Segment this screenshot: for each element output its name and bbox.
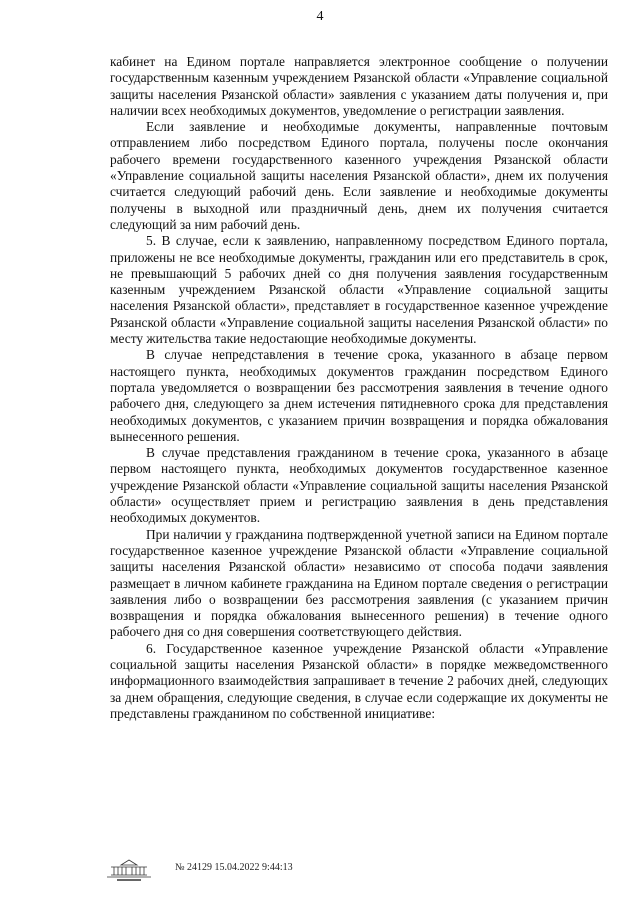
paragraph: Если заявление и необходимые документы, направленные почтовым отправлением либо посредством Единого портала, получены после окончания рабочего времени государственного казенного учреждения Рязанской области «Управление социальной защиты населения Рязанской области», днем их получения считается следующий рабочий день. Если заявление и необходимые документы получены в выходной или праздничный день, днем их получения считается следующий за ним рабочий день. — [110, 119, 608, 232]
paragraph: При наличии у гражданина подтвержденной учетной записи на Едином портале государственное казенное учреждение Рязанской области «Управление социальной защиты населения Рязанской области» независимо от способа подачи заявления размещает в личном кабинете гражданина на Едином портале сведения о регистрации заявления либо о возвращении без рассмотрения заявления (с указанием причин возвращения и порядка обжалования вынесенного решения) в течение одного рабочего дня со дня совершения соответствующего действия. — [110, 526, 608, 640]
document-body — [110, 54, 608, 722]
paragraph: В случае представления гражданином в течение срока, указанного в абзаце первом настоящего пункта, необходимых документов государственное казенное учреждение Рязанской области «Управление социальной защиты населения Рязанской области» осуществляет прием и регистрацию заявления в день представления необходимых документов. — [110, 445, 608, 526]
government-building-stamp-icon — [103, 858, 155, 884]
paragraph: кабинет на Едином портале направляется электронное сообщение о получении государственным казенным учреждением Рязанской области «Управление социальной защиты населения Рязанской области» заявления с указанием даты получения и, при наличии всех необходимых документов, уведомление о регистрации заявления. — [110, 54, 608, 118]
paragraph: 5. В случае, если к заявлению, направленному посредством Единого портала, приложены не все необходимые документы, гражданин или его представитель в срок, не превышающий 5 рабочих дней со дня получения заявления государственным казенным учреждением Рязанской области «Управление социальной защиты населения Рязанской области», представляет в государственное казенное учреждение Рязанской области «Управление социальной защиты населения Рязанской области» по месту жительства такие недостающие необходимые документы. — [110, 233, 608, 347]
page-number: 4 — [316, 9, 324, 24]
registry-stamp: № 24129 15.04.2022 9:44:13 — [175, 862, 293, 873]
paragraph: 6. Государственное казенное учреждение Рязанской области «Управление социальной защиты населения Рязанской области» в порядке межведомственного информационного взаимодействия запрашивает в течение 2 рабочих дней, следующих за днем обращения, следующие сведения, в случае если содержащие их документы не представлены гражданином по собственной инициативе: — [110, 640, 608, 721]
paragraph: В случае непредставления в течение срока, указанного в абзаце первом настоящего пункта, необходимых документов гражданин посредством Единого портала уведомляется о возвращении без рассмотрения заявления в течение одного рабочего дня, следующего за днем истечения пятидневного срока для представления необходимых документов, с указанием причин возвращения и порядка обжалования вынесенного решения. — [110, 347, 608, 444]
footer — [103, 856, 403, 886]
